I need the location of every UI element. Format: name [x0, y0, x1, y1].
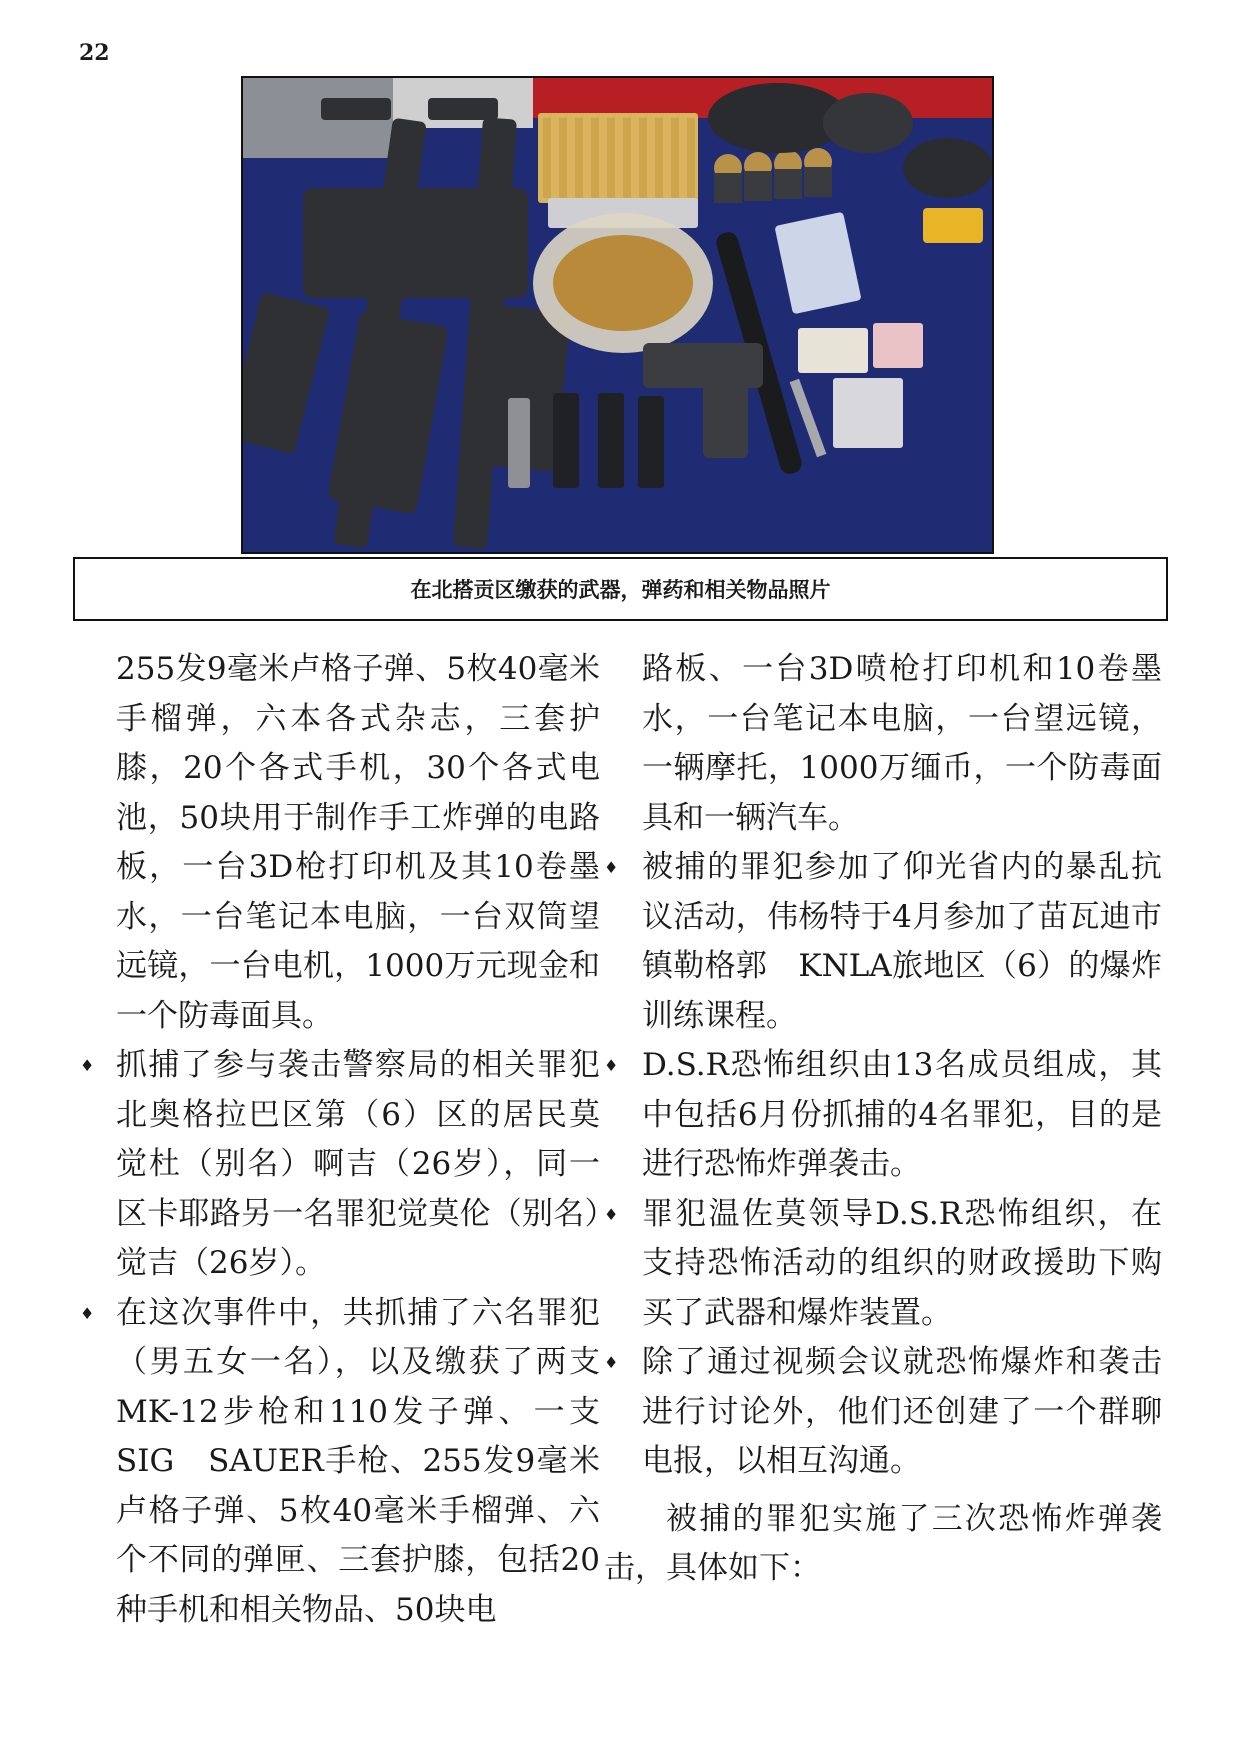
- page-number: 22: [79, 40, 110, 66]
- left-bullet-item: [80, 1289, 600, 1636]
- photo-evidence-icon: [243, 78, 992, 552]
- diamond-bullet-icon: ♦: [604, 1056, 619, 1075]
- diamond-bullet-icon: ♦: [604, 858, 619, 877]
- evidence-photo: [241, 76, 994, 554]
- right-bullet-item: [604, 1041, 1162, 1190]
- right-column: [604, 645, 1162, 1594]
- diamond-bullet-icon: ♦: [604, 1204, 619, 1224]
- right-bullet-text: 被捕的罪犯参加了仰光省内的暴乱抗议活动，伟杨特于4月参加了苗瓦迪市镇勒格郭 KNLA旅地区（6）的爆炸训练课程。: [642, 849, 1162, 1034]
- left-column: [80, 645, 600, 1635]
- figure-caption-text: 在北搭贡区缴获的武器，弹药和相关物品照片: [410, 577, 831, 602]
- figure-caption: [73, 557, 1168, 621]
- diamond-bullet-icon: ♦: [80, 1056, 95, 1075]
- left-bullet-item: [80, 1041, 600, 1289]
- diamond-bullet-icon: ♦: [604, 1353, 619, 1372]
- right-bullet-item: [604, 843, 1162, 1041]
- left-bullet-text: 在这次事件中，共抓捕了六名罪犯（男五女一名），以及缴获了两支MK-12步枪和110发子弹、一支SIG SAUER手枪、255发9毫米卢格子弹、5枚40毫米手榴弹、六个不同的弹匣、三套护膝，包括20种手机和相关物品、50块电: [116, 1294, 600, 1628]
- right-bullet-item: [604, 1190, 1162, 1339]
- closing-paragraph: 被捕的罪犯实施了三次恐怖炸弹袭击，具体如下：: [604, 1500, 1162, 1586]
- diamond-bullet-icon: ♦: [80, 1303, 95, 1323]
- right-bullet-item: [604, 1338, 1162, 1487]
- right-continuation-text: 路板、一台3D喷枪打印机和10卷墨水，一台笔记本电脑，一台望远镜，一辆摩托，1000万缅币，一个防毒面具和一辆汽车。: [642, 651, 1162, 836]
- left-bullet-text: 抓捕了参与袭击警察局的相关罪犯北奥格拉巴区第（6）区的居民莫觉杜（别名）啊吉（26岁），同一区卡耶路另一名罪犯觉莫伦（别名）觉吉（26岁）。: [116, 1047, 600, 1281]
- right-bullet-text: 罪犯温佐莫领导D.S.R恐怖组织，在支持恐怖活动的组织的财政援助下购买了武器和爆炸装置。: [642, 1195, 1162, 1331]
- left-continuation-text: 255发9毫米卢格子弹、5枚40毫米手榴弹，六本各式杂志，三套护膝，20个各式手机，30个各式电池，50块用于制作手工炸弹的电路板，一台3D枪打印机及其10卷墨水，一台笔记本电脑，一台双筒望远镜，一台电机，1000万元现金和一个防毒面具。: [116, 651, 600, 1034]
- right-bullet-text: 除了通过视频会议就恐怖爆炸和袭击进行讨论外，他们还创建了一个群聊电报，以相互沟通。: [642, 1344, 1162, 1479]
- right-bullet-text: D.S.R恐怖组织由13名成员组成，其中包括6月份抓捕的4名罪犯，目的是进行恐怖炸弹袭击。: [642, 1047, 1162, 1182]
